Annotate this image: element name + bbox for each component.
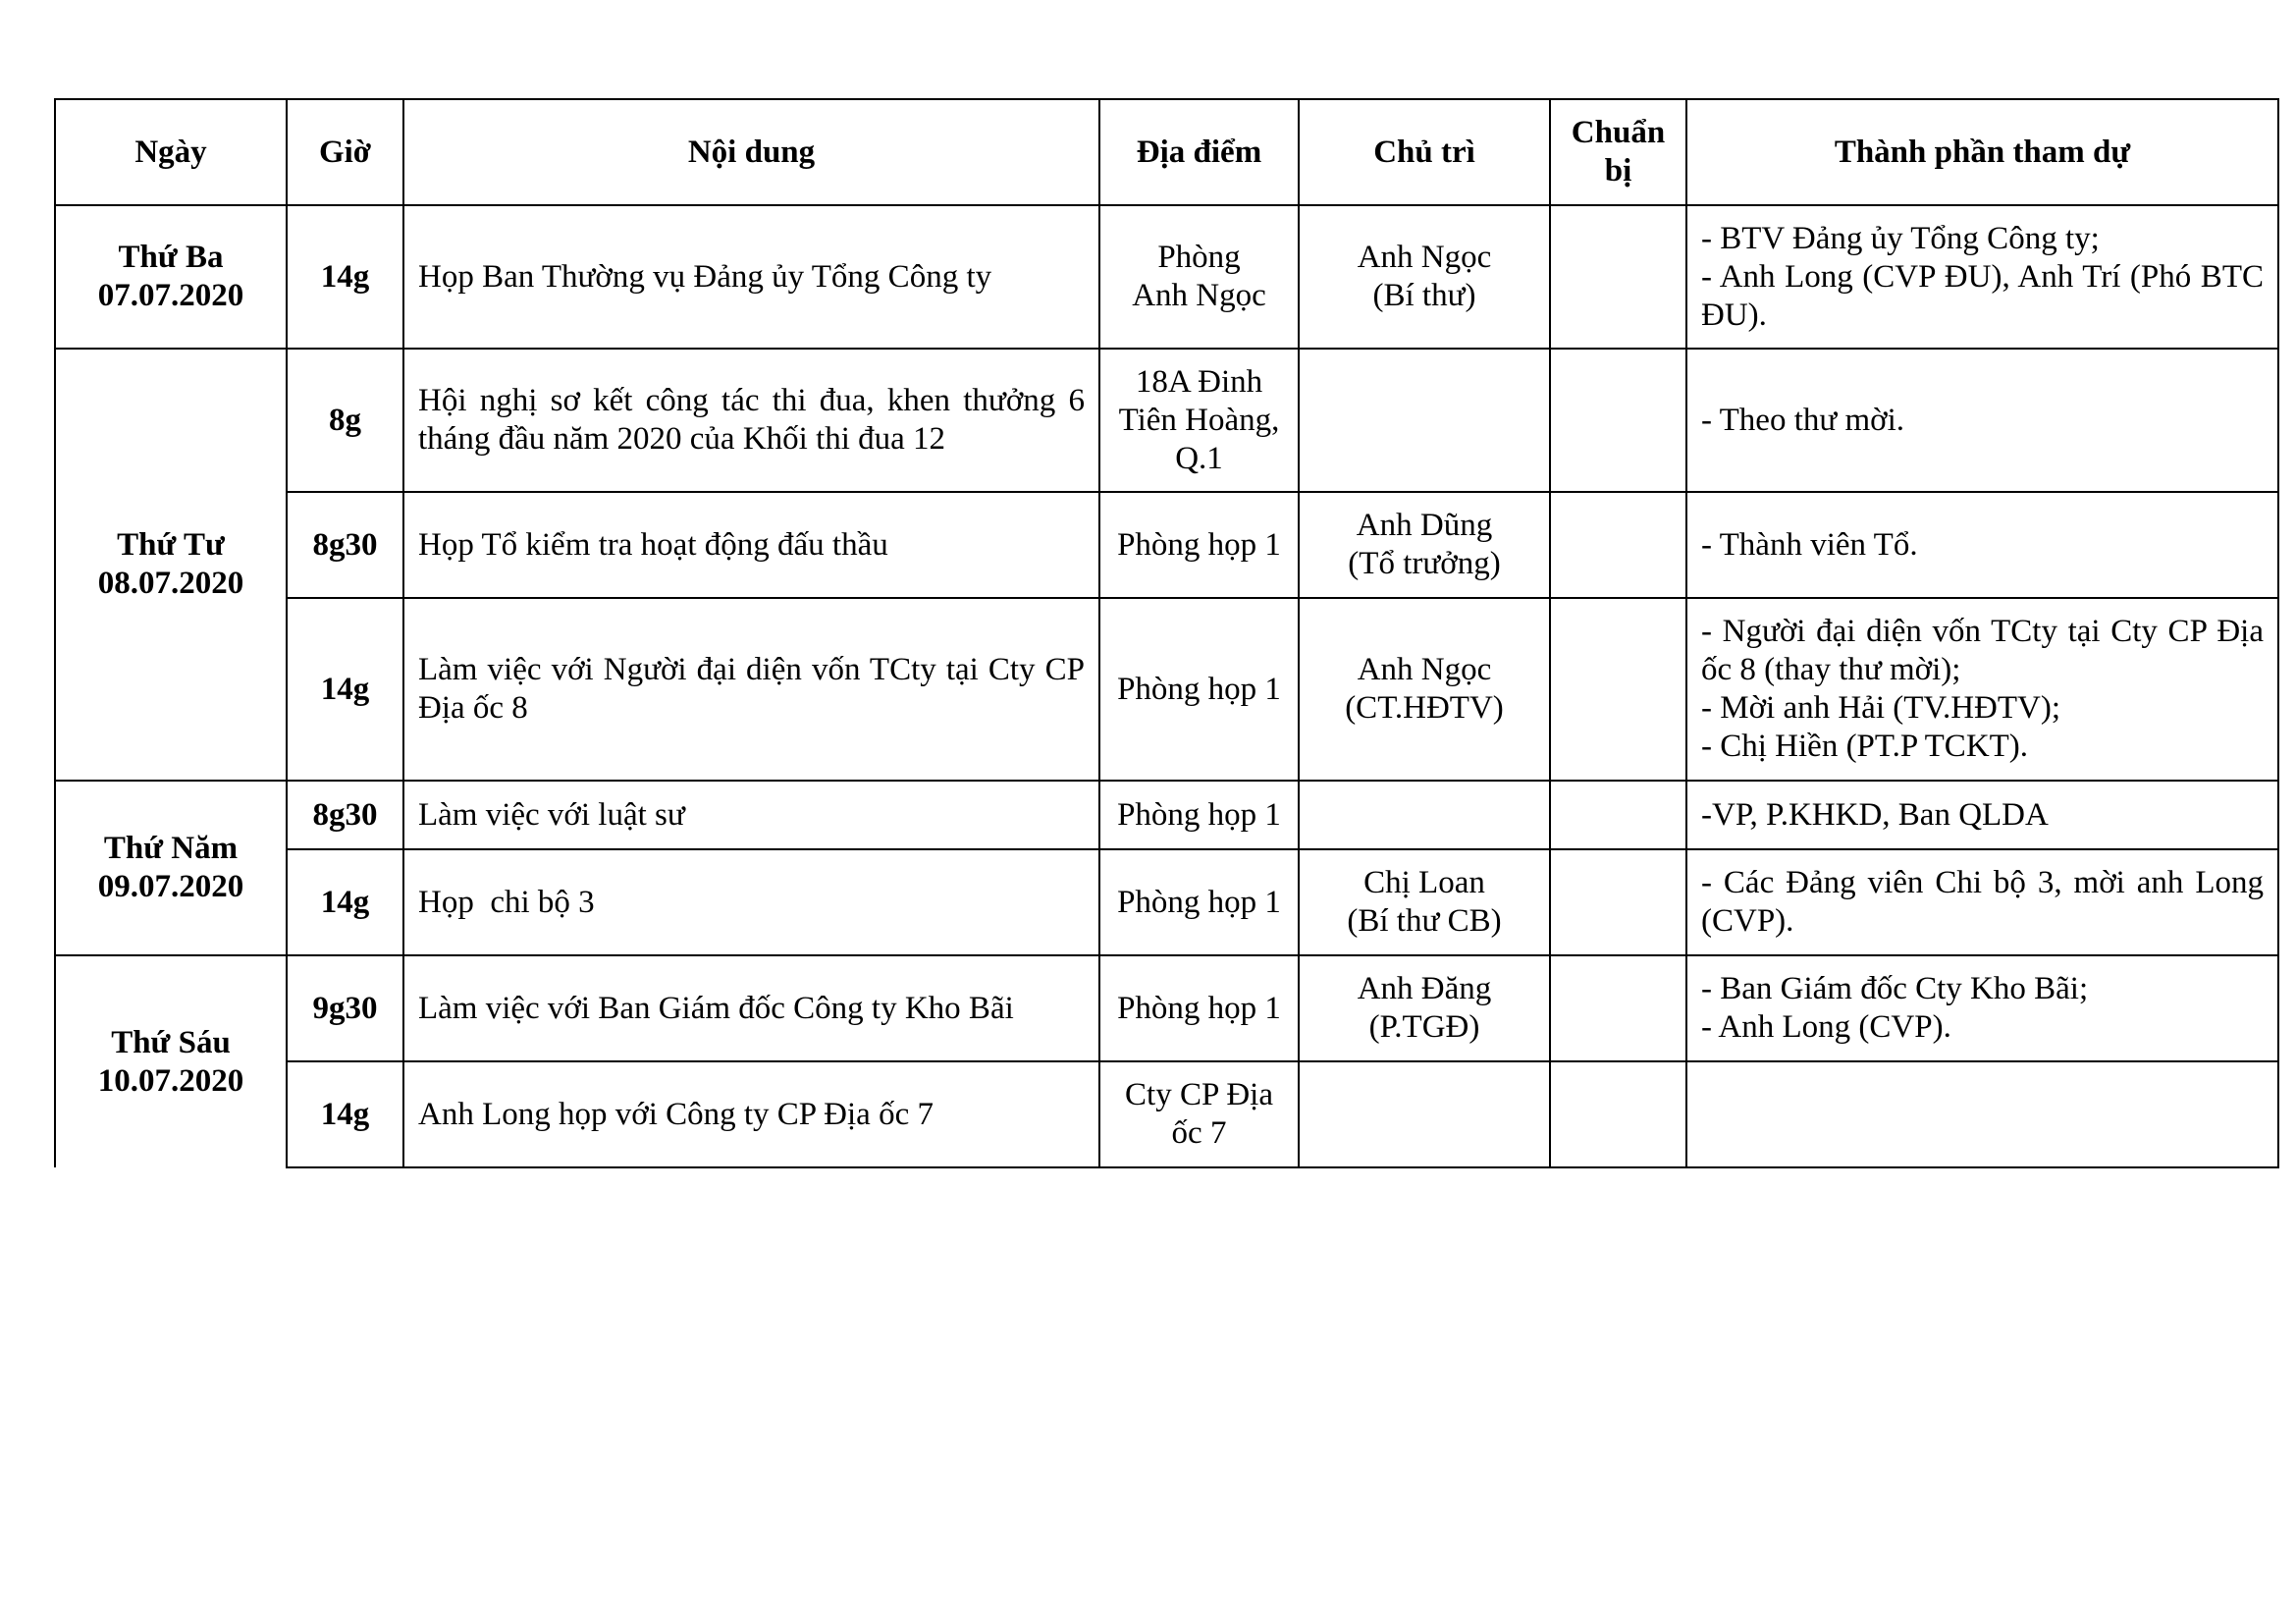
place-cell <box>1099 1061 1299 1167</box>
place-line: Tiên Hoàng, <box>1118 402 1280 438</box>
table-row <box>55 1061 2278 1167</box>
attendees-cell <box>1686 1061 2278 1167</box>
chair-line: (P.TGĐ) <box>1368 1009 1480 1045</box>
time-cell: 9g30 <box>287 955 403 1061</box>
chair-cell <box>1299 598 1550 781</box>
place-cell <box>1099 598 1299 781</box>
header-chuan-bi-line2: bị <box>1604 153 1632 189</box>
content-cell: Họp chi bộ 3 <box>403 849 1099 955</box>
chair-cell <box>1299 349 1550 492</box>
place-cell <box>1099 205 1299 349</box>
day-cell <box>55 781 287 955</box>
header-gio: Giờ <box>287 99 403 205</box>
prep-cell <box>1550 492 1686 598</box>
time-cell: 14g <box>287 598 403 781</box>
time-cell: 8g <box>287 349 403 492</box>
chair-cell <box>1299 1061 1550 1167</box>
time-cell: 8g30 <box>287 492 403 598</box>
attendees-cell <box>1686 598 2278 781</box>
place-cell <box>1099 955 1299 1061</box>
chair-line: (Bí thư CB) <box>1347 903 1502 939</box>
time-cell: 14g <box>287 205 403 349</box>
prep-cell <box>1550 598 1686 781</box>
header-dia-diem: Địa điểm <box>1099 99 1299 205</box>
place-cell <box>1099 492 1299 598</box>
place-line: Phòng họp 1 <box>1117 990 1281 1026</box>
place-line: Q.1 <box>1175 440 1223 476</box>
attendees-cell <box>1686 349 2278 492</box>
table-row <box>55 598 2278 781</box>
time-cell: 14g <box>287 849 403 955</box>
day-date: 08.07.2020 <box>97 566 244 601</box>
content-cell: Làm việc với luật sư <box>403 781 1099 849</box>
content-cell: Họp Ban Thường vụ Đảng ủy Tổng Công ty <box>403 205 1099 349</box>
attendees-cell <box>1686 781 2278 849</box>
table-row <box>55 492 2278 598</box>
place-line: 18A Đinh <box>1135 363 1263 400</box>
attendees-cell <box>1686 849 2278 955</box>
attendee-line: - Anh Long (CVP ĐU), Anh Trí (Phó BTC ĐU). <box>1701 258 2264 333</box>
prep-cell <box>1550 1061 1686 1167</box>
day-weekday: Thứ Tư <box>117 527 225 563</box>
chair-line: (Bí thư) <box>1372 278 1476 313</box>
attendees-cell <box>1686 492 2278 598</box>
chair-cell <box>1299 781 1550 849</box>
chair-line: Anh Dũng <box>1356 508 1493 543</box>
header-row <box>55 99 2278 205</box>
chair-cell <box>1299 205 1550 349</box>
attendee-line: - Người đại diện vốn TCty tại Cty CP Địa ốc 8 (thay thư mời); <box>1701 614 2264 687</box>
header-chuan-bi-line1: Chuẩn <box>1571 115 1666 150</box>
content-cell: Họp Tổ kiểm tra hoạt động đấu thầu <box>403 492 1099 598</box>
table-row <box>55 955 2278 1061</box>
attendee-line: - Anh Long (CVP). <box>1701 1009 1951 1045</box>
place-line: ốc 7 <box>1171 1115 1227 1151</box>
content-cell: Làm việc với Người đại diện vốn TCty tại Cty CP Địa ốc 8 <box>403 598 1099 781</box>
header-chuan-bi <box>1550 99 1686 205</box>
attendee-line: - Chị Hiền (PT.P TCKT). <box>1701 729 2029 764</box>
chair-cell <box>1299 492 1550 598</box>
prep-cell <box>1550 955 1686 1061</box>
day-date: 09.07.2020 <box>97 869 244 904</box>
table-row <box>55 349 2278 492</box>
prep-cell <box>1550 849 1686 955</box>
attendee-line: - Ban Giám đốc Cty Kho Bãi; <box>1701 971 2089 1006</box>
place-line: Phòng họp 1 <box>1117 526 1281 563</box>
time-cell: 8g30 <box>287 781 403 849</box>
place-line: Phòng họp 1 <box>1117 671 1281 707</box>
chair-line: (CT.HĐTV) <box>1345 690 1504 726</box>
chair-line: Anh Ngọc <box>1357 240 1492 275</box>
prep-cell <box>1550 781 1686 849</box>
day-cell <box>55 205 287 349</box>
attendee-line: - Các Đảng viên Chi bộ 3, mời anh Long (CVP). <box>1701 865 2264 939</box>
place-line: Phòng họp 1 <box>1117 884 1281 920</box>
day-weekday: Thứ Ba <box>118 240 224 275</box>
table-row <box>55 781 2278 849</box>
attendees-cell <box>1686 955 2278 1061</box>
header-chu-tri: Chủ trì <box>1299 99 1550 205</box>
attendee-line: -VP, P.KHKD, Ban QLDA <box>1701 796 2049 833</box>
place-line: Phòng <box>1157 240 1241 275</box>
day-weekday: Thứ Năm <box>103 831 239 866</box>
prep-cell <box>1550 205 1686 349</box>
chair-cell <box>1299 955 1550 1061</box>
place-line: Anh Ngọc <box>1132 278 1266 313</box>
content-cell: Anh Long họp với Công ty CP Địa ốc 7 <box>403 1061 1099 1167</box>
place-line: Phòng họp 1 <box>1117 796 1281 833</box>
day-cell <box>55 349 287 781</box>
day-date: 10.07.2020 <box>97 1062 244 1099</box>
day-cell <box>55 955 287 1167</box>
header-thanh-phan: Thành phần tham dự <box>1686 99 2278 205</box>
attendee-line: - Mời anh Hải (TV.HĐTV); <box>1701 690 2061 726</box>
chair-cell <box>1299 849 1550 955</box>
prep-cell <box>1550 349 1686 492</box>
chair-line: Chị Loan <box>1363 865 1485 900</box>
place-cell <box>1099 349 1299 492</box>
chair-line: (Tổ trưởng) <box>1348 546 1501 581</box>
schedule-table <box>54 98 2279 1168</box>
place-cell <box>1099 781 1299 849</box>
header-ngay: Ngày <box>55 99 287 205</box>
table-row <box>55 849 2278 955</box>
attendee-line: - Thành viên Tổ. <box>1701 526 1918 563</box>
attendees-cell <box>1686 205 2278 349</box>
table-row <box>55 205 2278 349</box>
header-noi-dung: Nội dung <box>403 99 1099 205</box>
attendee-line: - Theo thư mời. <box>1701 402 1905 438</box>
content-cell: Làm việc với Ban Giám đốc Công ty Kho Bãi <box>403 955 1099 1061</box>
place-line: Cty CP Địa <box>1125 1077 1273 1112</box>
content-cell: Hội nghị sơ kết công tác thi đua, khen thưởng 6 tháng đầu năm 2020 của Khối thi đua 12 <box>403 349 1099 492</box>
day-weekday: Thứ Sáu <box>111 1024 231 1060</box>
time-cell: 14g <box>287 1061 403 1167</box>
chair-line: Anh Ngọc <box>1357 652 1492 687</box>
chair-line: Anh Đăng <box>1357 971 1492 1006</box>
attendee-line: - BTV Đảng ủy Tổng Công ty; <box>1701 220 2100 256</box>
day-date: 07.07.2020 <box>97 278 244 313</box>
place-cell <box>1099 849 1299 955</box>
